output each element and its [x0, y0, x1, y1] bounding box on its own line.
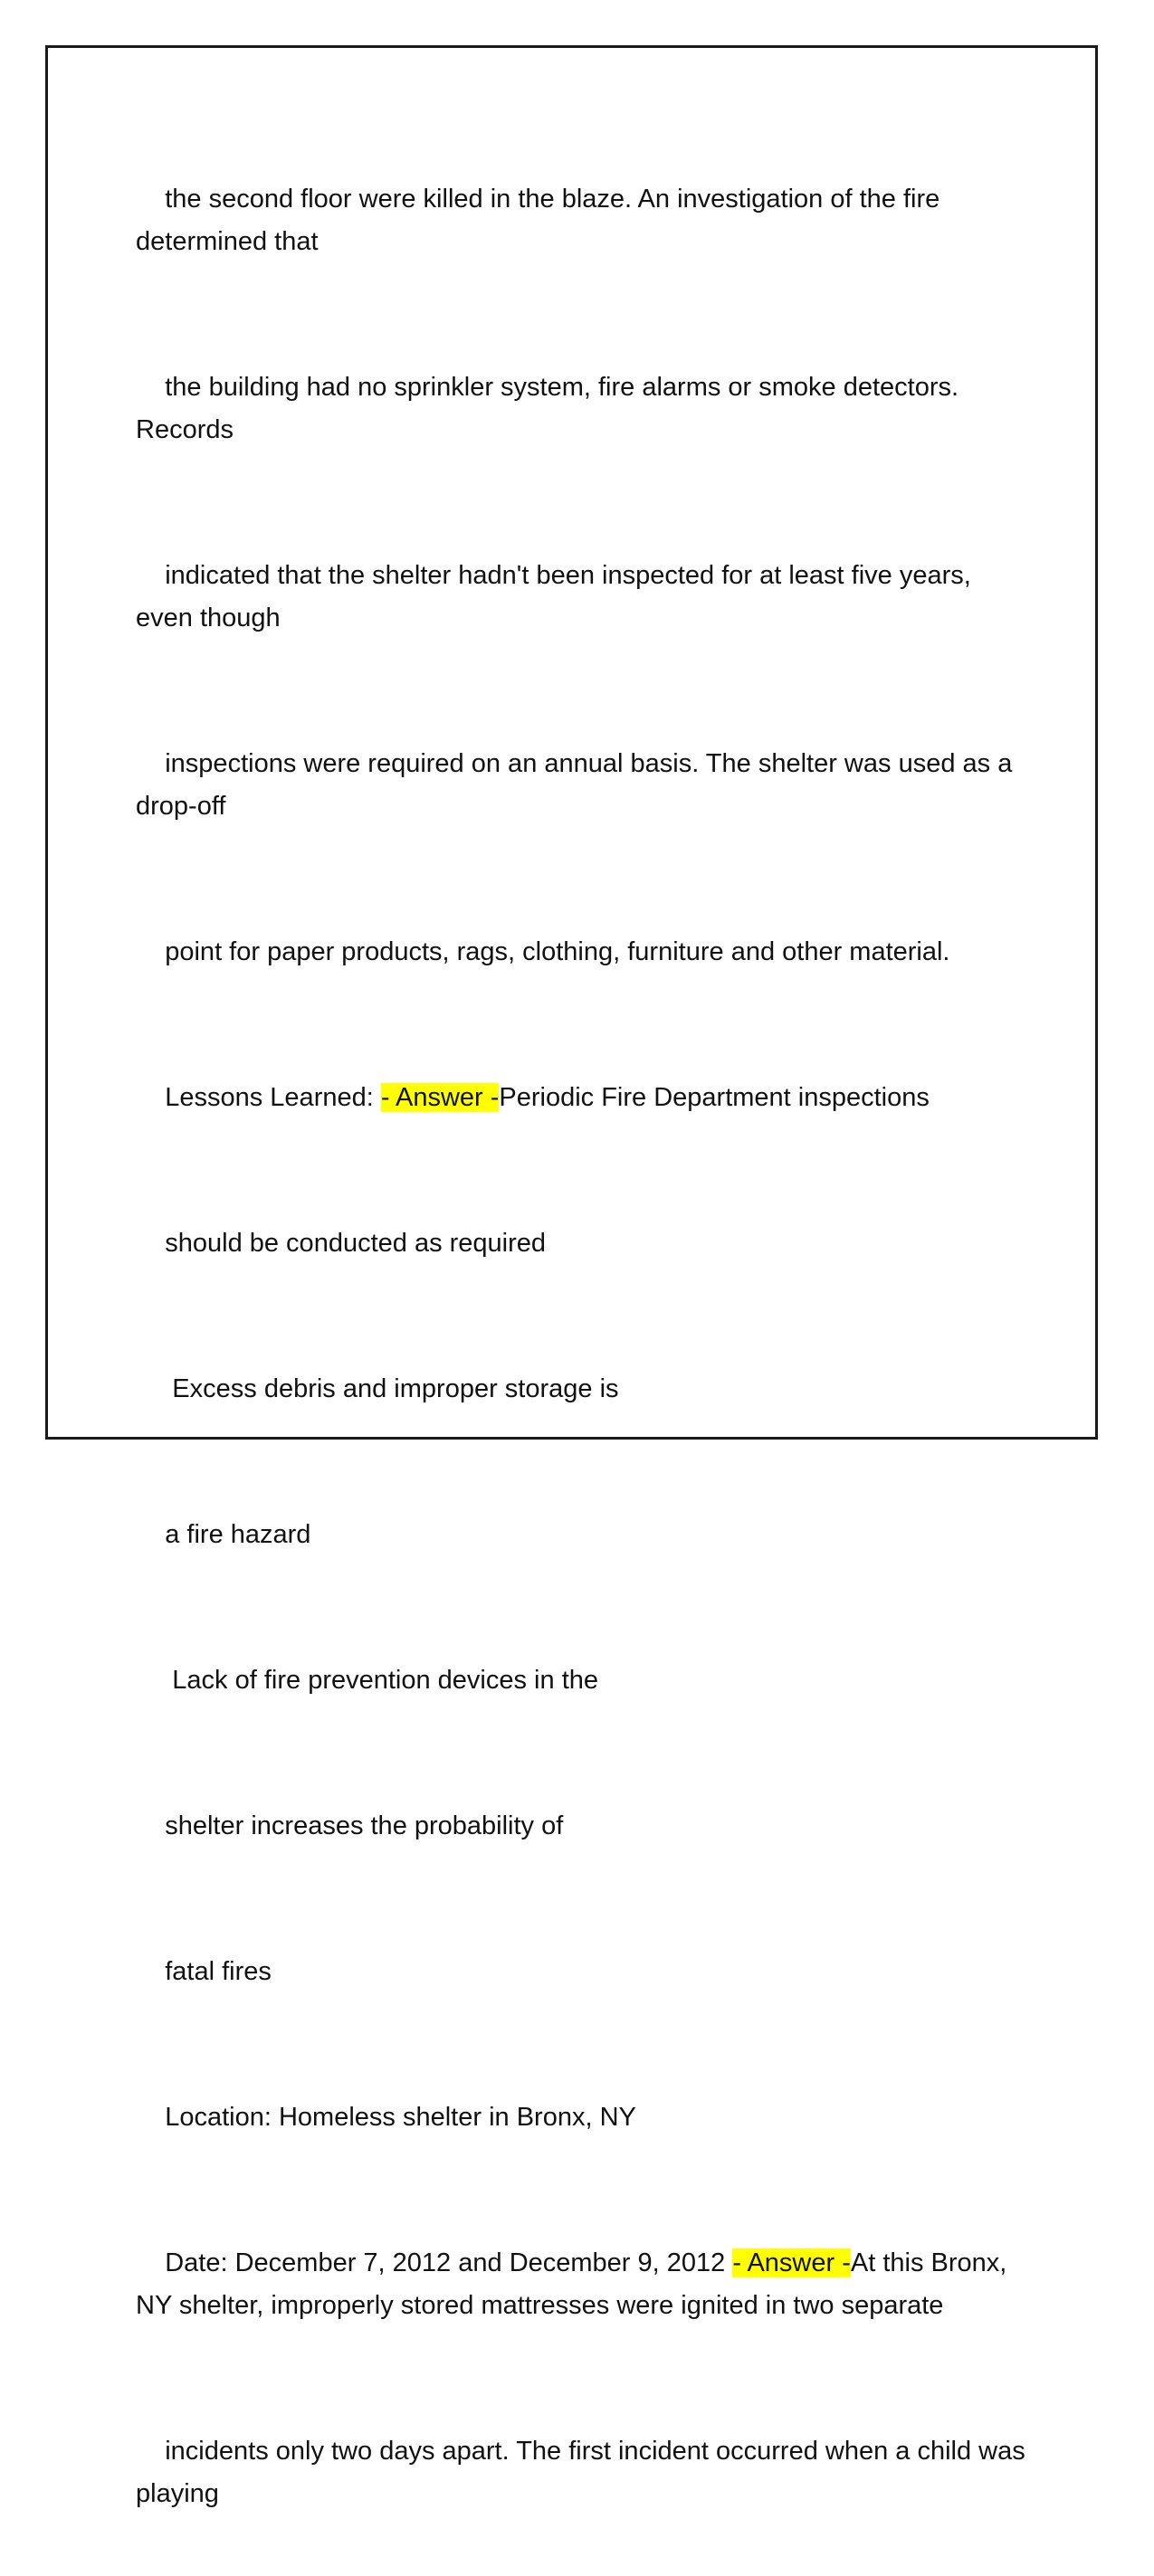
- paragraph: [136, 136, 1032, 306]
- text-segment: Date: December 7, 2012 and December 9, 2012: [165, 2248, 733, 2277]
- paragraph: [136, 889, 1032, 1016]
- paragraph: [136, 324, 1032, 494]
- text-segment: inspections were required on an annual basis. The shelter was used as a drop-off: [136, 749, 1020, 821]
- text-segment: At this Bronx, NY shelter, improperly stored mattresses were ignited in two separate: [136, 2248, 1015, 2320]
- answer-highlight: - Answer -: [380, 1083, 500, 1112]
- text-segment: the second floor were killed in the blaze. An investigation of the fire determined that: [136, 185, 948, 256]
- location-paragraph: [136, 2054, 1032, 2182]
- text-segment: a fire hazard: [165, 1520, 311, 1549]
- text-segment: Periodic Fire Department inspections: [499, 1083, 930, 1112]
- paragraph: [136, 1908, 1032, 2036]
- text-segment: indicated that the shelter hadn't been inspected for at least five years, even though: [136, 561, 978, 632]
- answer-highlight: - Answer -: [732, 2248, 851, 2277]
- paragraph: [136, 1763, 1032, 1890]
- date-paragraph: [136, 2200, 1032, 2370]
- text-segment: incidents only two days apart. The first incident occurred when a child was playing: [136, 2437, 1033, 2508]
- document-body: [136, 136, 1032, 2576]
- paragraph: [136, 512, 1032, 682]
- paragraph: [136, 1326, 1032, 1453]
- text-segment: should be conducted as required: [165, 1229, 547, 1258]
- paragraph: [136, 700, 1032, 870]
- text-segment: the building had no sprinkler system, fire alarms or smoke detectors. Records: [136, 373, 967, 444]
- text-segment: Lack of fire prevention devices in the: [165, 1666, 599, 1695]
- lessons-learned-paragraph: [136, 1034, 1032, 1162]
- text-segment: point for paper products, rags, clothing, furniture and other material.: [165, 937, 950, 966]
- text-segment: shelter increases the probability of: [165, 1811, 564, 1840]
- paragraph: [136, 2388, 1032, 2558]
- text-segment: Excess debris and improper storage is: [165, 1374, 619, 1403]
- paragraph: [136, 1471, 1032, 1599]
- paragraph: [136, 1180, 1032, 1307]
- paragraph: [136, 1617, 1032, 1744]
- text-segment: fatal fires: [165, 1957, 272, 1986]
- text-segment: Lessons Learned:: [165, 1083, 381, 1112]
- text-segment: Location: Homeless shelter in Bronx, NY: [165, 2103, 636, 2132]
